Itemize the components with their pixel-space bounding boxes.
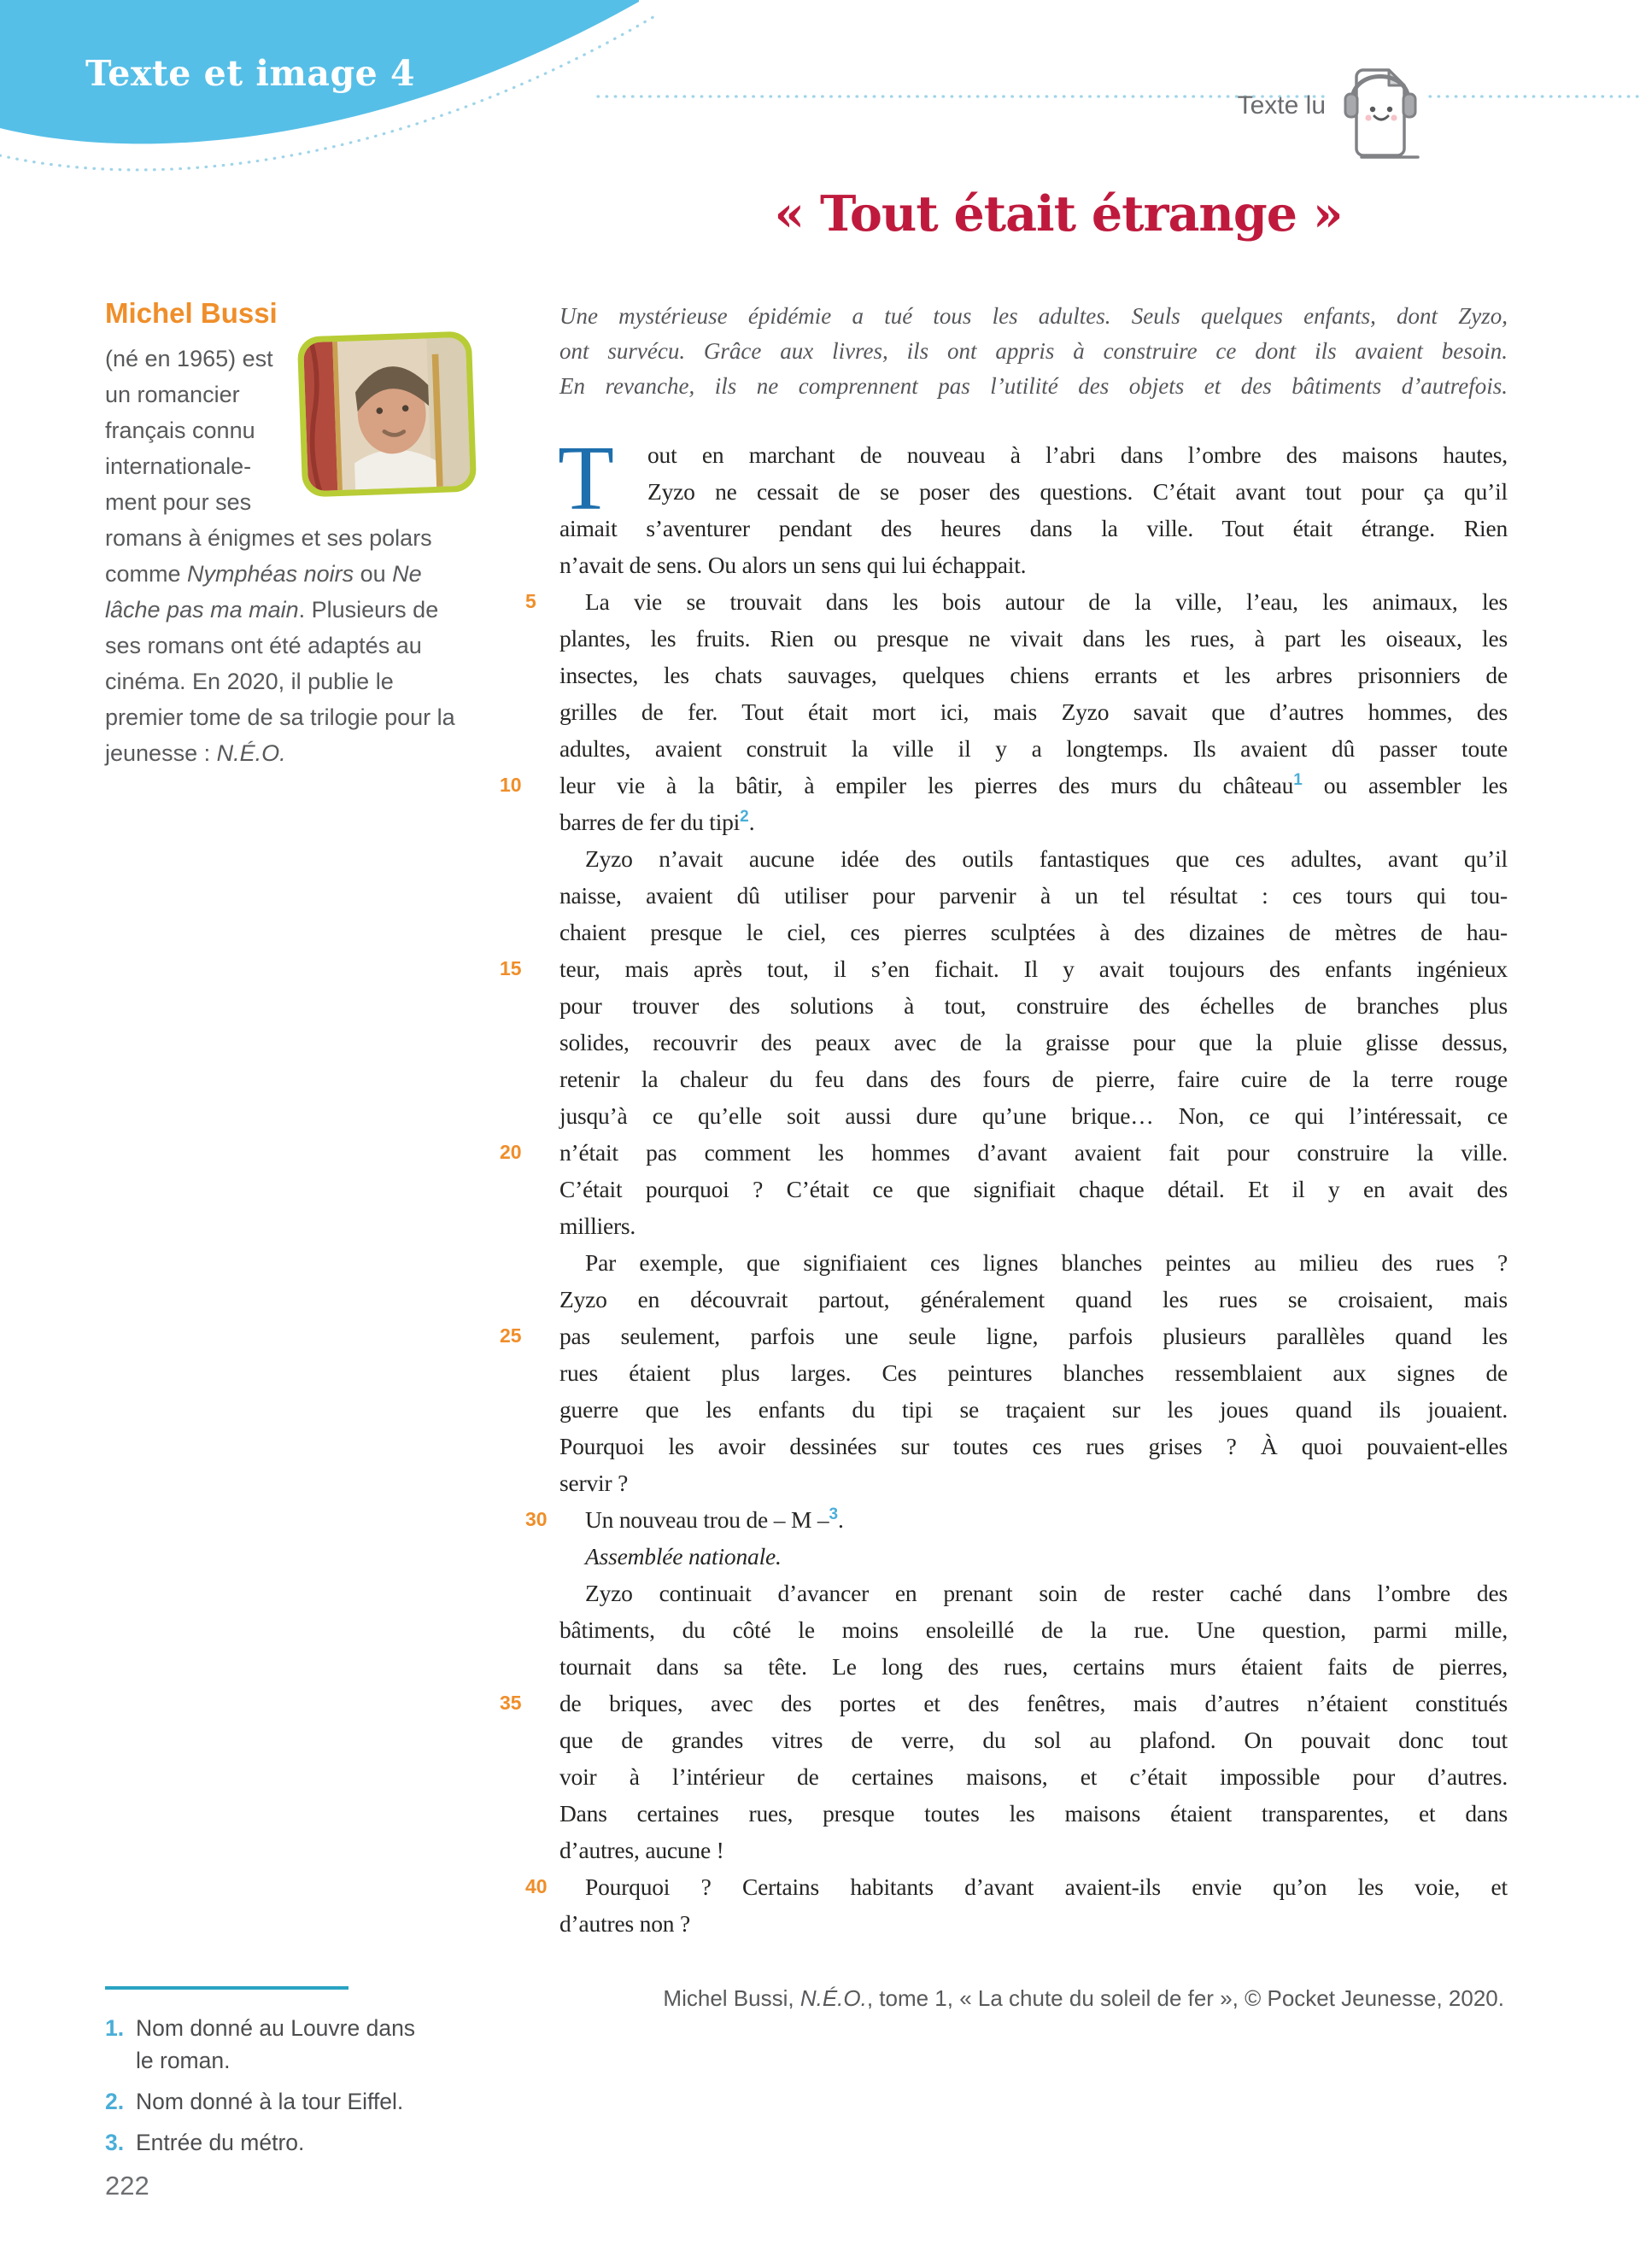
body-text [500,428,1508,1942]
text-line: Dans certaines rues, presque toutes les maisons étaient transparentes, et dans [559,1800,1508,1827]
text-line: Zyzo en découvrait partout, généralement quand les rues se croisaient, mais [559,1286,1508,1312]
line-number: 20 [500,1141,522,1163]
page-number: 222 [105,2171,149,2201]
text-line: 25 pas seulement, parfois une seule ligne, parfois plusieurs parallèles quand les [500,1323,1508,1349]
footnote-item [105,2012,436,2077]
text-line: milliers. [559,1213,636,1239]
line-number: 10 [500,774,522,796]
footnote-list [105,2012,436,2159]
footnote-divider [105,1986,348,1990]
text-line: 30 Un nouveau trou de – M –$^3$. [559,1501,1508,1538]
text-line: solides, recouvrir des peaux avec de la graisse pour que la pluie glisse dessus, [559,1029,1508,1055]
footnote-marker: 2 [740,808,749,826]
footnote-marker: 1 [1293,771,1303,789]
text-line: Zyzo ne cessait de se poser des questions. C’était avant tout pour ça qu’il [647,478,1508,505]
text-line: voir à l’intérieur de certaines maisons, et c’était impossible pour d’autres. [559,1763,1508,1790]
text-line: servir ? [559,1470,629,1496]
text-line: que de grandes vitres de verre, du sol au plafond. On pouvait donc tout [559,1727,1508,1753]
author-box [105,296,474,771]
text-line: aimait s’aventurer pendant des heures dans la ville. Tout était étrange. Rien [559,515,1508,541]
text-line: d’autres non ? [559,1910,690,1937]
text-title: « Tout était étrange » [774,185,1343,243]
author-name: Michel Bussi [105,297,278,329]
footnote-number: 3. [105,2130,125,2155]
text-line: Zyzo n’avait aucune idée des outils fantastiques que ces adultes, avant qu’il [585,845,1508,872]
text-line: 5 La vie se trouvait dans les bois autour de la ville, l’eau, les animaux, les [559,583,1508,620]
text-line: n’avait de sens. Ou alors un sens qui lui échappait. [559,552,1027,578]
footnote-text: Entrée du métro. [136,2130,305,2155]
drop-cap: T [558,428,614,529]
footnote-text: Nom donné au Louvre dans le roman. [136,2015,416,2073]
footnote-item [105,2126,436,2159]
text-line: Zyzo continuait d’avancer en prenant soin de rester caché dans l’ombre des [585,1580,1508,1606]
text-line: Par exemple, que signifiaient ces lignes blanches peintes au milieu des rues ? [585,1249,1508,1276]
unit-banner-label: Texte et image 4 [85,53,416,94]
text-line: insectes, les chats sauvages, quelques chiens errants et les arbres prisonniers de [559,662,1508,688]
footnote-item [105,2085,436,2118]
line-number: 25 [500,1324,522,1347]
text-line: bâtiments, du côté le moins ensoleillé de la rue. Une question, parmi mille, [559,1616,1508,1643]
text-line: adultes, avaient construit la ville il y a longtemps. Ils avaient dû passer toute [559,735,1508,762]
text-line: 20 n’était pas comment les hommes d’avant avaient fait pour construire la ville. [500,1139,1508,1166]
text-line: 40 Pourquoi ? Certains habitants d’avant avaient-ils envie qu’on les voie, et [559,1868,1508,1905]
footnotes [105,1986,436,2167]
text-line: out en marchant de nouveau à l’abri dans l’ombre des maisons hautes, [647,441,1508,468]
text-line: Assemblée nationale. [585,1543,782,1569]
source-attribution: Michel Bussi, N.É.O., tome 1, « La chute du soleil de fer », © Pocket Jeunesse, 2020. [663,1985,1504,2011]
line-number: 5 [525,590,536,612]
line-number: 30 [525,1508,548,1530]
text-line: C’était pourquoi ? C’était ce que signifiait chaque détail. Et il y en avait des [559,1176,1508,1202]
text-line: naisse, avaient dû utiliser pour parvenir à un tel résultat : ces tours qui tou- [559,882,1508,909]
line-number: 35 [500,1692,522,1714]
read-aloud-headphones-icon [1338,55,1423,162]
text-line: plantes, les fruits. Rien ou presque ne vivait dans les rues, à part les oiseaux, les [559,625,1508,652]
intro-line: ont survécu. Grâce aux livres, ils ont appris à construire ce dont ils avaient besoin. [559,338,1508,364]
intro-summary [559,299,1508,404]
text-line: 35 de briques, avec des portes et des fenêtres, mais d’autres n’étaient constitués [500,1690,1508,1716]
text-line: rues étaient plus larges. Ces peintures blanches ressemblaient aux signes de [559,1359,1508,1386]
text-line: d’autres, aucune ! [559,1837,724,1863]
text-line: pour trouver des solutions à tout, construire des échelles de branches plus [559,992,1508,1019]
text-line: grilles de fer. Tout était mort ici, mais Zyzo savait que d’autres hommes, des [559,699,1508,725]
audio-feature-label: Texte lu [1237,91,1326,120]
author-bio-text: (né en 1965) est un romancier français connu internationalement pour ses romans à énigmes et ses polars comme Nymphéas noirs ou Ne lâche pas ma main. Plusieurs de ses romans ont été adaptés au cinéma. En 2020, il publie le premier tome de sa trilogie pour la jeunesse : N.É.O. [105,345,455,766]
text-line: Pourquoi les avoir dessinées sur toutes ces rues grises ? À quoi pouvaient-elles [559,1433,1508,1459]
text-line: jusqu’à ce qu’elle soit aussi dure qu’une brique… Non, ce qui l’intéressait, ce [559,1102,1508,1129]
text-line: chaient presque le ciel, ces pierres sculptées à des dizaines de mètres de hau- [559,919,1508,945]
footnote-text: Nom donné à la tour Eiffel. [136,2089,404,2114]
text-line: barres de fer du tipi$^2$. [559,808,755,835]
intro-line: En revanche, ils ne comprennent pas l’utilité des objets et des bâtiments d’autrefois. [559,373,1508,399]
intro-line: Une mystérieuse épidémie a tué tous les adultes. Seuls quelques enfants, dont Zyzo, [559,303,1508,329]
author-photo [297,330,477,497]
text-line: 15 teur, mais après tout, il s’en fichait. Il y avait toujours des enfants ingénieux [500,956,1508,982]
line-number: 15 [500,957,522,979]
author-bio [105,341,474,771]
text-line: 10 leur vie à la bâtir, à empiler les pierres des murs du château$^1$ ou assembler les [500,771,1508,798]
footnote-number: 1. [105,2015,125,2041]
text-line: guerre que les enfants du tipi se traçaient sur les joues quand ils jouaient. [559,1396,1508,1423]
line-number: 40 [525,1875,548,1897]
text-line: retenir la chaleur du feu dans des fours de pierre, faire cuire de la terre rouge [559,1066,1508,1092]
footnote-marker: 3 [829,1505,839,1523]
footnote-number: 2. [105,2089,125,2114]
text-line: tournait dans sa tête. Le long des rues, certains murs étaient faits de pierres, [559,1653,1508,1680]
portrait-image [303,336,471,491]
reading-column [500,299,1508,2014]
